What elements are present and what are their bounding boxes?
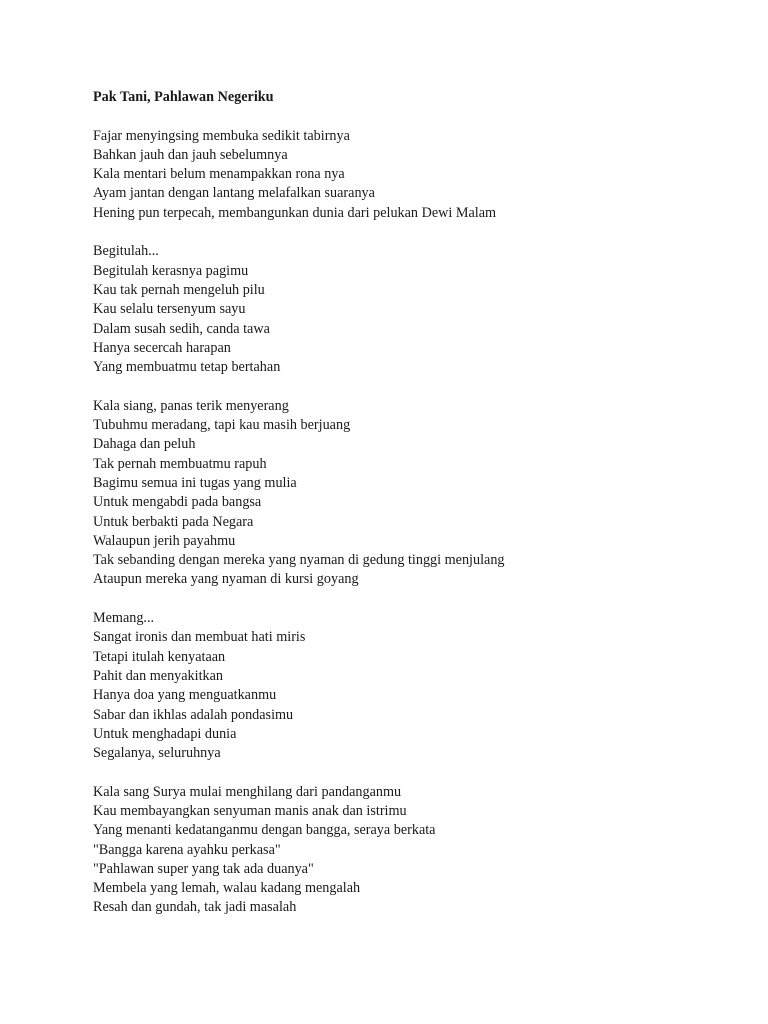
poem-line: Membela yang lemah, walau kadang mengalah [93, 880, 361, 897]
stanza [93, 127, 733, 223]
poem-line: "Pahlawan super yang tak ada duanya" [93, 860, 314, 877]
poem-line: Kau tak pernah mengeluh pilu [93, 281, 265, 298]
poem-line: Untuk mengabdi pada bangsa [93, 494, 262, 511]
poem-line: Segalanya, seluruhnya [93, 745, 221, 762]
poem-line: Ayam jantan dengan lantang melafalkan suaranya [93, 185, 375, 202]
poem-line: Memang... [93, 610, 155, 627]
blank-line [93, 223, 733, 242]
poem-line: Walaupun jerih payahmu [93, 532, 236, 549]
poem-line: Ataupun mereka yang nyaman di kursi goyang [93, 571, 359, 588]
blank-line [93, 107, 733, 126]
poem-line: Dahaga dan peluh [93, 436, 196, 453]
poem-line: Begitulah... [93, 243, 159, 260]
poem-line: Kala sang Surya mulai menghilang dari pandanganmu [93, 783, 402, 800]
poem-line: Fajar menyingsing membuka sedikit tabirnya [93, 127, 350, 144]
poem-line: Resah dan gundah, tak jadi masalah [93, 899, 297, 916]
poem-line: Hanya doa yang menguatkanmu [93, 687, 277, 704]
poem-line: Tak sebanding dengan mereka yang nyaman di gedung tinggi menjulang [93, 552, 505, 569]
poem-line: Sabar dan ikhlas adalah pondasimu [93, 706, 294, 723]
poem-line: Kau membayangkan senyuman manis anak dan istrimu [93, 802, 407, 819]
poem-line: Tubuhmu meradang, tapi kau masih berjuang [93, 417, 351, 434]
poem-line: Bahkan jauh dan jauh sebelumnya [93, 146, 288, 163]
poem-title: Pak Tani, Pahlawan Negeriku [93, 89, 274, 105]
blank-line [93, 590, 733, 609]
poem-line: Untuk menghadapi dunia [93, 725, 237, 742]
poem-line: Bagimu semua ini tugas yang mulia [93, 474, 297, 491]
poem-line: Sangat ironis dan membuat hati miris [93, 629, 306, 646]
poem-line: Hanya secercah harapan [93, 339, 231, 356]
poem-line: "Bangga karena ayahku perkasa" [93, 841, 281, 858]
stanza [93, 783, 733, 918]
poem-line: Yang menanti kedatanganmu dengan bangga, seraya berkata [93, 822, 436, 839]
poem-line: Dalam susah sedih, canda tawa [93, 320, 270, 337]
poem-line: Pahit dan menyakitkan [93, 667, 224, 684]
poem-line: Tak pernah membuatmu rapuh [93, 455, 267, 472]
poem-line: Kala mentari belum menampakkan rona nya [93, 166, 345, 183]
poem-line: Kala siang, panas terik menyerang [93, 397, 289, 414]
poem-line: Untuk berbakti pada Negara [93, 513, 254, 530]
poem-line: Hening pun terpecah, membangunkan dunia dari pelukan Dewi Malam [93, 204, 497, 221]
poem-body [93, 88, 733, 918]
stanza-list [93, 127, 733, 918]
blank-line [93, 763, 733, 782]
poem-line: Tetapi itulah kenyataan [93, 648, 226, 665]
stanza [93, 397, 733, 590]
poem-line: Yang membuatmu tetap bertahan [93, 359, 281, 376]
poem-line: Begitulah kerasnya pagimu [93, 262, 249, 279]
blank-line [93, 377, 733, 396]
poem-line: Kau selalu tersenyum sayu [93, 301, 246, 318]
stanza [93, 609, 733, 763]
stanza [93, 242, 733, 377]
